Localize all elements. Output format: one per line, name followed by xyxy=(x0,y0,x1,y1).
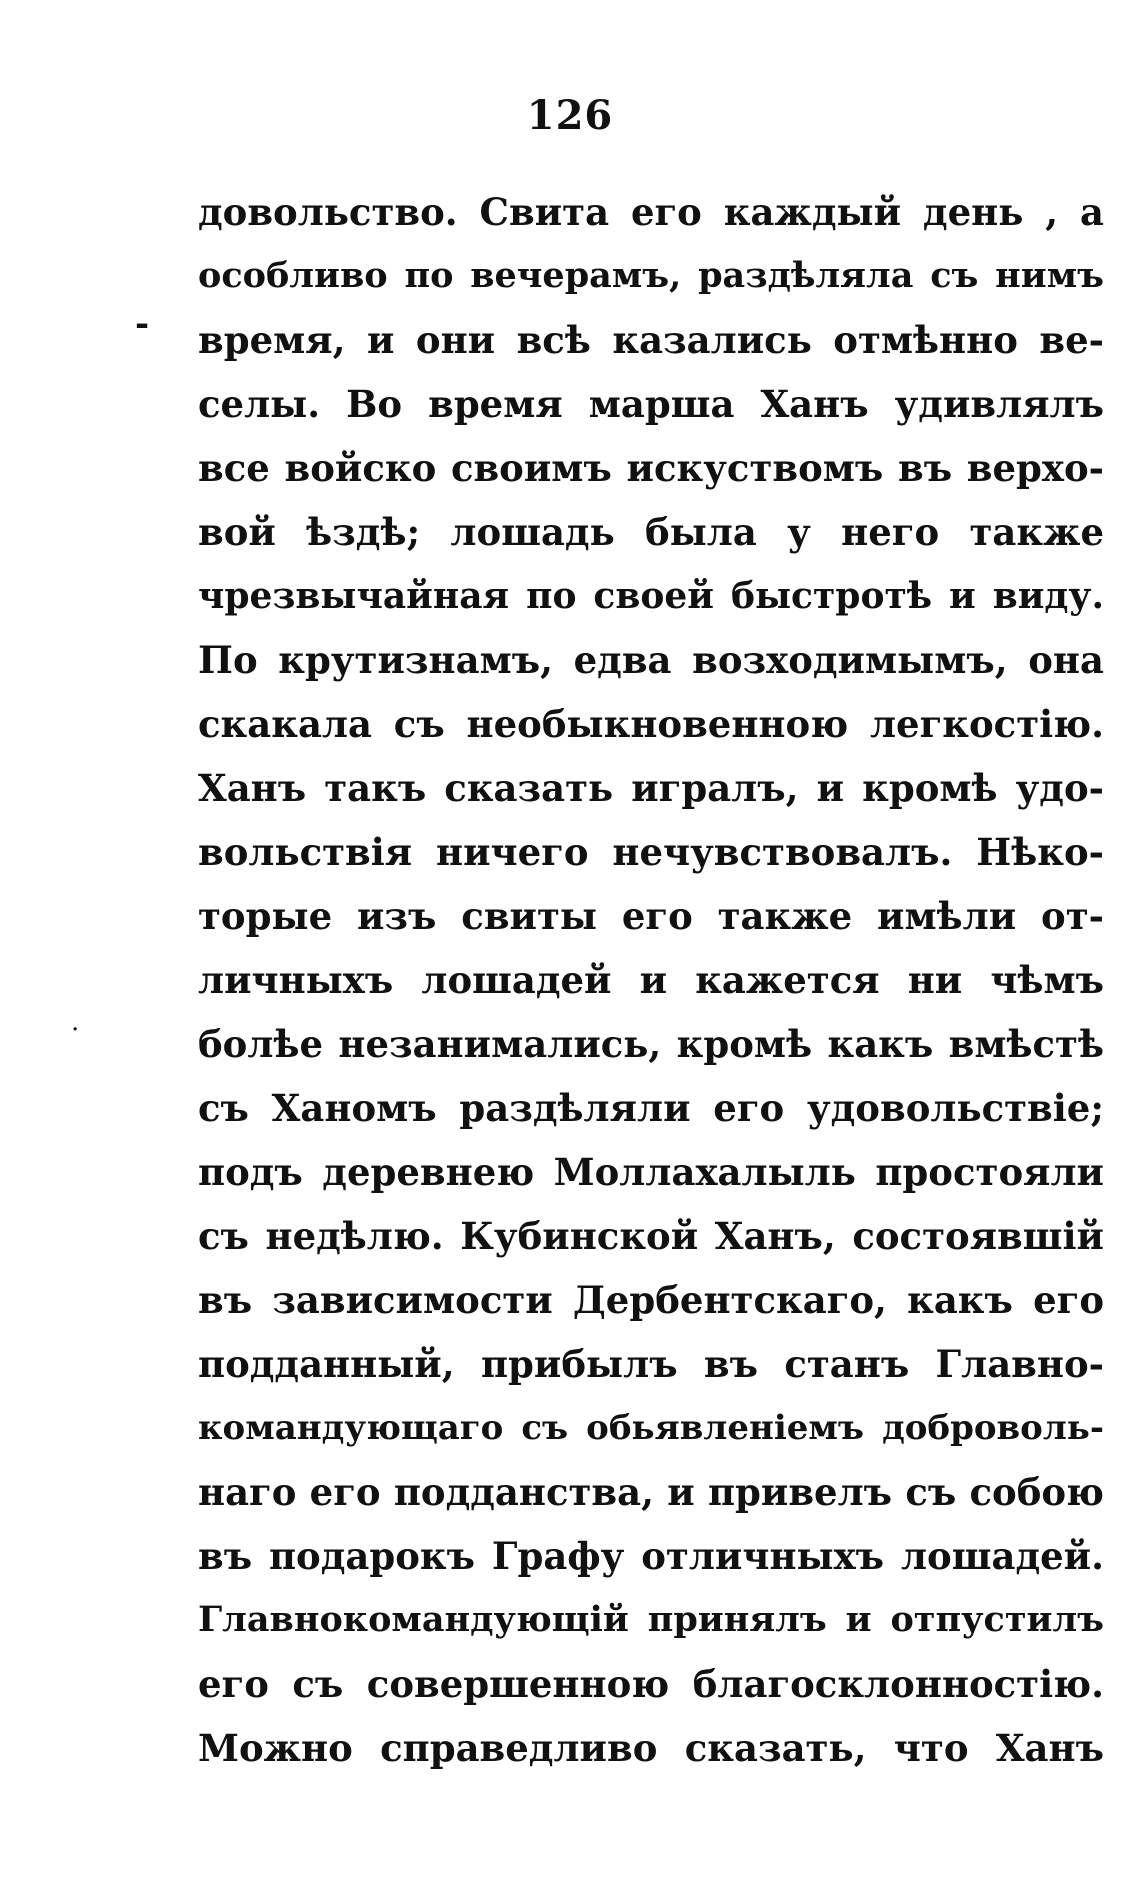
text-line: подданный, прибылъ въ станъ Главно- xyxy=(198,1342,1104,1386)
text-line: подъ деревнею Моллахалыль простояли xyxy=(198,1150,1104,1194)
text-line: съ недѣлю. Кубинской Ханъ, состоявшій xyxy=(198,1214,1104,1258)
margin-dash-mark: - xyxy=(135,304,150,344)
text-line: вольствія ничего нечувствовалъ. Нѣко- xyxy=(198,830,1104,874)
text-line: особливо по вечерамъ, раздѣляла съ нимъ xyxy=(198,255,1104,296)
text-line: командующаго съ обьявленіемъ доброволь- xyxy=(198,1408,1104,1448)
text-line: селы. Во время марша Ханъ удивлялъ xyxy=(198,382,1104,426)
page-number: 126 xyxy=(526,92,614,139)
text-line: Можно справедливо сказать, что Ханъ xyxy=(198,1726,1104,1770)
text-line: Ханъ такъ сказать игралъ, и кромѣ удо- xyxy=(198,766,1104,810)
text-line: его съ совершенною благосклонностію. xyxy=(198,1662,1104,1706)
text-line: вой ѣздѣ; лошадь была у него также xyxy=(198,510,1104,554)
text-line: торые изъ свиты его также имѣли от- xyxy=(198,894,1104,938)
text-line: все войско своимъ искуствомъ въ верхо- xyxy=(198,446,1104,490)
margin-dot-mark: · xyxy=(72,1019,79,1040)
body-text xyxy=(198,180,1104,1780)
text-line: личныхъ лошадей и кажется ни чѣмъ xyxy=(198,958,1104,1002)
text-line: болѣе незанимались, кромѣ какъ вмѣстѣ xyxy=(198,1022,1104,1066)
text-line: съ Ханомъ раздѣляли его удовольствіе; xyxy=(198,1086,1104,1130)
text-line: время, и они всѣ казались отмѣнно ве- xyxy=(198,318,1104,362)
text-line: Главнокомандующій принялъ и отпустилъ xyxy=(198,1599,1104,1640)
text-line: По крутизнамъ, едва возходимымъ, она xyxy=(198,638,1104,682)
text-line: чрезвычайная по своей быстротѣ и виду. xyxy=(198,575,1104,617)
text-line: скакала съ необыкновенною легкостію. xyxy=(198,702,1104,746)
text-line: въ подарокъ Графу отличныхъ лошадей. xyxy=(198,1534,1104,1578)
text-line: наго его подданства, и привелъ съ собою xyxy=(198,1470,1104,1514)
text-line: довольство. Свита его каждый день , а xyxy=(198,190,1104,234)
text-line: въ зависимости Дербентскаго, какъ его xyxy=(198,1278,1104,1322)
